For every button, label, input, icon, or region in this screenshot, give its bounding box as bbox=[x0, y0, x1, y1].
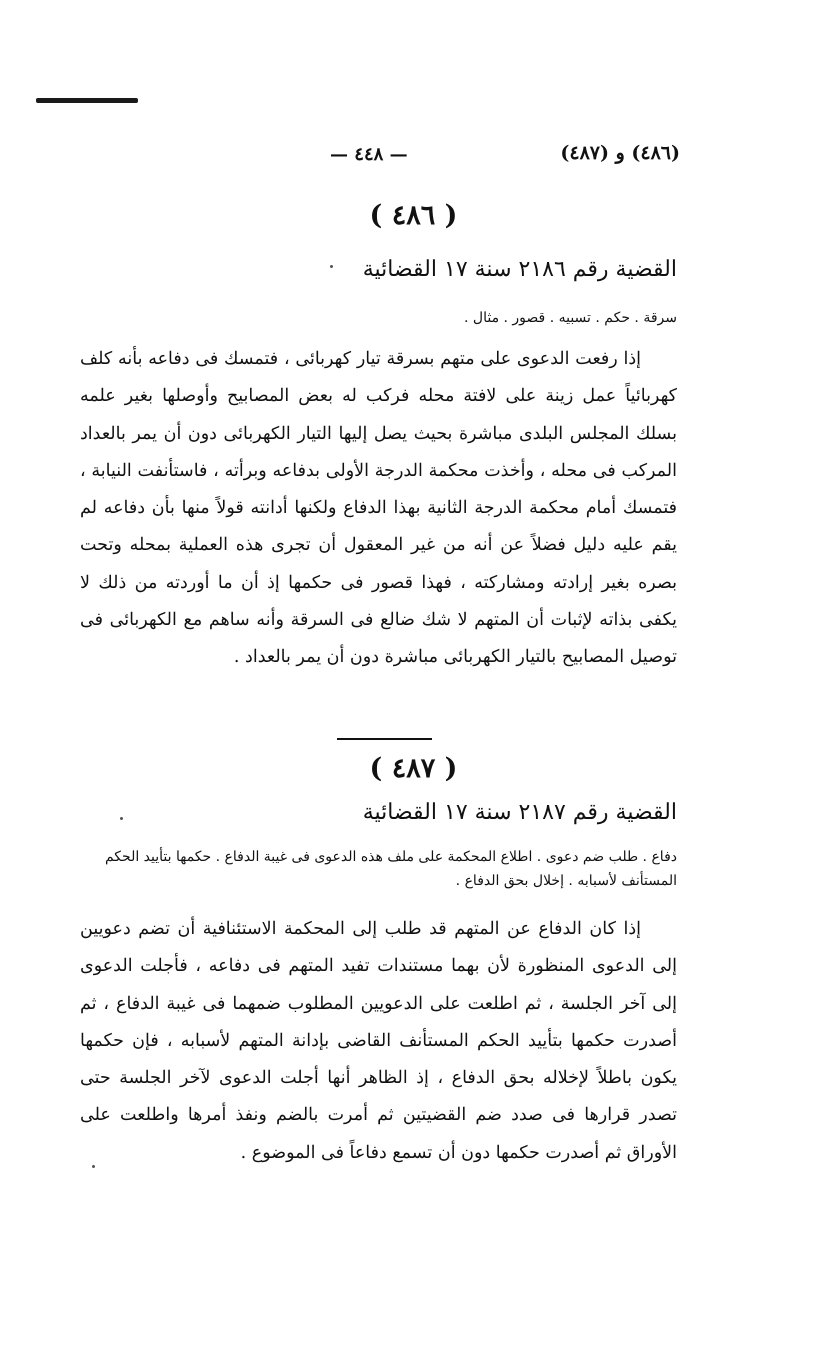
case-487-title: القضية رقم ٢١٨٧ سنة ١٧ القضائية bbox=[362, 800, 677, 825]
case-486-paragraph-text: إذا رفعت الدعوى على متهم بسرقة تيار كهربائى ، فتمسك فى دفاعه بأنه كلف كهربائياً عمل زينة على لافتة محله فركب له بعض المصابيح وأوصلها بغير علمه بسلك المجلس البلدى مباشرة بحيث يصل إليها التيار الكهربائى دون أن يمر بالعداد المركب فى محله ، وأخذت محكمة الدرجة الأولى بدفاعه وبرأته ، فاستأنفت النيابة ، فتمسك أمام محكمة الدرجة الثانية بهذا الدفاع ولكنها أدانته قولاً منها بأن دفاعه لم يقم عليه دليل فضلاً عن أنه من غير المعقول أن تجرى هذه العملية بمحله وتحت بصره بغير إرادته ومشاركته ، فهذا قصور فى حكمها إذ أن ما أوردته من ذلك لا يكفى بذاته لإثبات أن المتهم لا شك ضالع فى السرقة وأنه ساهم مع الكهربائى فى توصيل المصابيح بالتيار الكهربائى مباشرة دون أن يمر بالعداد . bbox=[80, 349, 677, 668]
case-486-number: ( ٤٨٦ ) bbox=[369, 200, 458, 231]
running-title: (٤٨٦) و (٤٨٧) bbox=[560, 142, 680, 164]
case-486-paragraph bbox=[80, 341, 677, 677]
case-487-paragraph-text: إذا كان الدفاع عن المتهم قد طلب إلى المحكمة الاستئنافية أن تضم دعويين إلى الدعوى المنظورة لأن بهما مستندات تفيد المتهم فى دفاعه ، فأجلت الدعوى إلى آخر الجلسة ، ثم اطلعت على الدعويين المطلوب ضمهما فى غيبة الدفاع ، ثم أصدرت حكمها بتأييد الحكم المستأنف القاضى بإدانة المتهم لأسبابه ، فإن حكمها يكون باطلاً لإخلاله بحق الدفاع ، إذ الظاهر أنها أجلت الدعوى لآخر الجلسة حتى تصدر قرارها فى صدد ضم القضيتين ثم أمرت بالضم ونفذ أمرها واطلعت على الأوراق ثم أصدرت حكمها دون أن تسمع دفاعاً فى الموضوع . bbox=[80, 919, 677, 1163]
section-divider bbox=[337, 738, 432, 740]
case-486-title: القضية رقم ٢١٨٦ سنة ١٧ القضائية bbox=[362, 257, 677, 282]
scan-speck bbox=[330, 265, 333, 268]
case-486-keywords: سرقة . حكم . تسبيه . قصور . مثال . bbox=[464, 310, 677, 326]
page-number: — ٤٤٨ — bbox=[330, 144, 408, 165]
scan-artifact-line bbox=[36, 98, 138, 103]
scan-speck bbox=[120, 817, 123, 820]
case-487-number: ( ٤٨٧ ) bbox=[369, 753, 458, 784]
case-487-paragraph bbox=[80, 911, 677, 1172]
page-header bbox=[80, 142, 680, 172]
scan-speck bbox=[92, 1165, 95, 1168]
case-487-keywords: دفاع . طلب ضم دعوى . اطلاع المحكمة على ملف هذه الدعوى فى غيبة الدفاع . حكمها بتأييد الحكم المستأنف لأسبابه . إخلال بحق الدفاع . bbox=[104, 849, 677, 889]
